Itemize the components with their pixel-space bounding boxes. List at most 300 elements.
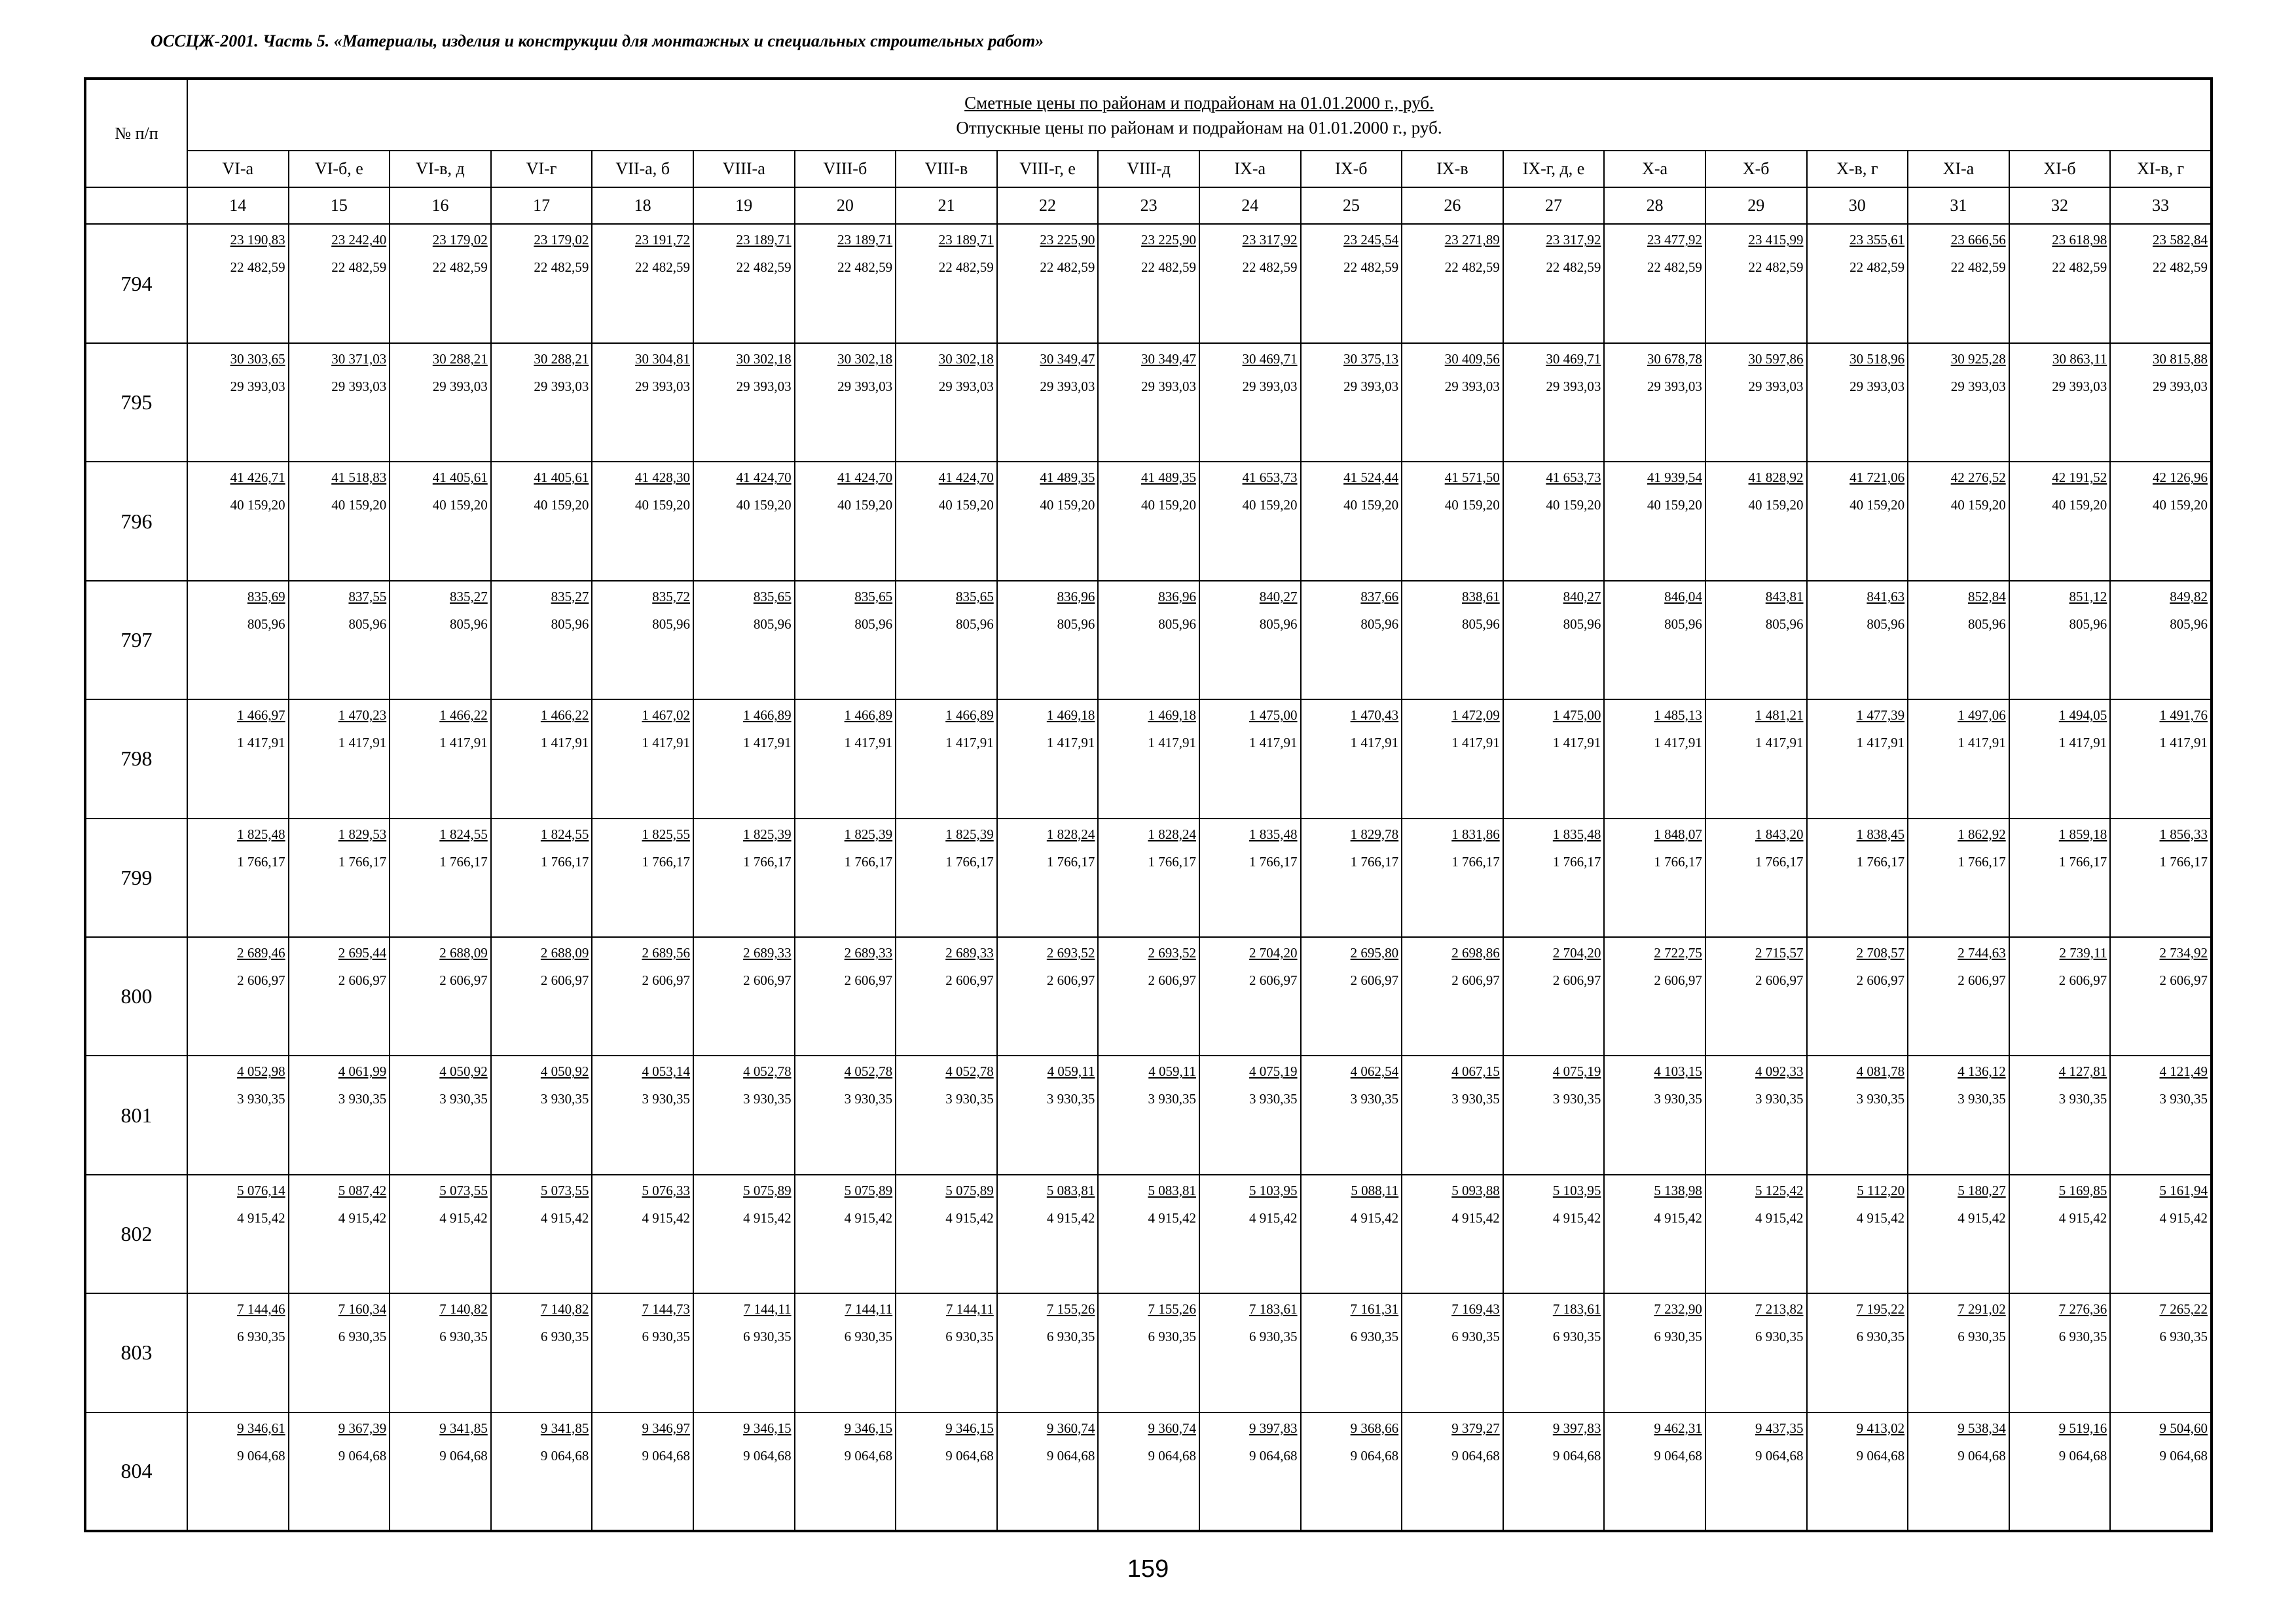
price-cell	[997, 1293, 1099, 1412]
price-cell	[1807, 1175, 1908, 1293]
price-cell	[896, 1175, 997, 1293]
release-price: 22 482,59	[938, 259, 994, 276]
price-cell	[1199, 343, 1301, 462]
estimate-price: 23 242,40	[331, 232, 387, 248]
price-cell	[1503, 581, 1605, 699]
estimate-price: 846,04	[1664, 588, 1702, 604]
release-price: 805,96	[652, 616, 690, 632]
release-price: 1 766,17	[1856, 853, 1905, 870]
price-cell	[491, 581, 592, 699]
estimate-price: 30 678,78	[1647, 350, 1702, 367]
price-cell	[289, 462, 390, 580]
price-cell	[1199, 937, 1301, 1056]
release-price: 40 159,20	[432, 497, 488, 513]
price-cell	[2009, 224, 2111, 342]
price-cell	[1098, 462, 1199, 580]
release-price: 6 930,35	[945, 1329, 994, 1345]
estimate-price: 2 688,09	[540, 944, 589, 961]
estimate-price: 41 524,44	[1343, 470, 1399, 486]
estimate-price: 1 475,00	[1249, 707, 1298, 724]
estimate-price: 1 828,24	[1148, 826, 1196, 842]
column-number-spacer	[85, 187, 187, 224]
release-price: 4 915,42	[338, 1209, 387, 1226]
price-cell	[1402, 937, 1503, 1056]
estimate-price: 837,66	[1360, 588, 1399, 604]
item-number: 804	[85, 1412, 187, 1531]
price-cell	[896, 699, 997, 818]
estimate-price: 30 925,28	[1950, 350, 2006, 367]
release-price: 22 482,59	[1647, 259, 1702, 276]
estimate-price: 1 825,39	[743, 826, 792, 842]
column-number: 25	[1301, 187, 1402, 224]
price-cell	[1908, 581, 2009, 699]
price-cell	[1604, 581, 1705, 699]
column-number: 21	[896, 187, 997, 224]
estimate-price: 42 276,52	[1950, 470, 2006, 486]
release-price: 9 064,68	[743, 1447, 792, 1464]
estimate-price: 1 831,86	[1451, 826, 1500, 842]
table-row	[85, 343, 2212, 462]
release-price: 3 930,35	[1451, 1091, 1500, 1107]
estimate-price: 4 059,11	[1148, 1063, 1196, 1080]
price-cell	[187, 581, 289, 699]
estimate-price: 7 144,73	[642, 1301, 690, 1318]
release-price: 1 417,91	[844, 735, 893, 751]
estimate-price: 42 191,52	[2052, 470, 2107, 486]
release-price: 805,96	[2069, 616, 2107, 632]
price-cell	[1604, 1293, 1705, 1412]
release-price: 1 766,17	[439, 853, 488, 870]
estimate-price: 1 466,89	[743, 707, 792, 724]
price-cell	[896, 581, 997, 699]
release-price: 29 393,03	[1242, 378, 1298, 394]
release-price: 29 393,03	[1040, 378, 1095, 394]
release-price: 1 766,17	[2058, 853, 2107, 870]
price-cell	[1402, 581, 1503, 699]
price-cell	[1503, 343, 1605, 462]
estimate-price: 5 112,20	[1857, 1182, 1905, 1198]
release-price: 4 915,42	[1958, 1209, 2006, 1226]
estimate-price: 1 466,89	[945, 707, 994, 724]
release-price: 3 930,35	[439, 1091, 488, 1107]
price-cell	[1402, 819, 1503, 937]
estimate-price: 2 704,20	[1249, 944, 1298, 961]
region-header: IX-в	[1402, 151, 1503, 187]
estimate-price: 1 470,43	[1350, 707, 1399, 724]
release-price: 805,96	[753, 616, 792, 632]
estimate-price: 835,27	[551, 588, 589, 604]
price-cell	[1604, 937, 1705, 1056]
release-price: 805,96	[450, 616, 488, 632]
estimate-price: 9 397,83	[1249, 1420, 1298, 1436]
price-cell	[2009, 819, 2111, 937]
price-cell	[289, 819, 390, 937]
price-cell	[896, 819, 997, 937]
price-cell	[1098, 1175, 1199, 1293]
release-price: 4 915,42	[1148, 1209, 1196, 1226]
release-price: 29 393,03	[1140, 378, 1196, 394]
region-header: X-в, г	[1807, 151, 1908, 187]
price-cell	[997, 819, 1099, 937]
price-cell	[2009, 581, 2111, 699]
estimate-price: 30 349,47	[1140, 350, 1196, 367]
price-cell	[896, 343, 997, 462]
price-cell	[1604, 1056, 1705, 1174]
price-cell	[795, 1412, 896, 1531]
release-price: 1 417,91	[439, 735, 488, 751]
price-cell	[1301, 1056, 1402, 1174]
release-price: 9 064,68	[1958, 1447, 2006, 1464]
release-price: 2 606,97	[1046, 972, 1095, 988]
release-price: 1 417,91	[1654, 735, 1702, 751]
price-cell	[2009, 1056, 2111, 1174]
estimate-price: 41 489,35	[1040, 470, 1095, 486]
estimate-price: 5 073,55	[540, 1182, 589, 1198]
release-price: 2 606,97	[1350, 972, 1399, 988]
release-price: 4 915,42	[945, 1209, 994, 1226]
item-number: 803	[85, 1293, 187, 1412]
release-price: 4 915,42	[844, 1209, 893, 1226]
release-price: 1 417,91	[1451, 735, 1500, 751]
item-number: 801	[85, 1056, 187, 1174]
estimate-price: 9 341,85	[540, 1420, 589, 1436]
estimate-price: 2 722,75	[1654, 944, 1702, 961]
region-header: VI-г	[491, 151, 592, 187]
release-price: 1 766,17	[1350, 853, 1399, 870]
release-price: 40 159,20	[1444, 497, 1500, 513]
price-cell	[1199, 1175, 1301, 1293]
release-price: 22 482,59	[534, 259, 589, 276]
release-price: 40 159,20	[736, 497, 792, 513]
price-cell	[693, 699, 795, 818]
estimate-price: 4 050,92	[540, 1063, 589, 1080]
release-price: 6 930,35	[1249, 1329, 1298, 1345]
release-price: 4 915,42	[439, 1209, 488, 1226]
estimate-price: 23 271,89	[1444, 232, 1500, 248]
release-price: 2 606,97	[945, 972, 994, 988]
release-price: 6 930,35	[1755, 1329, 1804, 1345]
release-price: 2 606,97	[1654, 972, 1702, 988]
estimate-price: 1 469,18	[1046, 707, 1095, 724]
estimate-price: 41 571,50	[1444, 470, 1500, 486]
price-cell	[896, 224, 997, 342]
release-price: 1 417,91	[2058, 735, 2107, 751]
price-cell	[997, 581, 1099, 699]
estimate-price: 30 518,96	[1850, 350, 1905, 367]
estimate-price: 41 518,83	[331, 470, 387, 486]
estimate-price: 41 424,70	[938, 470, 994, 486]
price-cell	[1807, 1412, 1908, 1531]
estimate-price: 23 189,71	[736, 232, 792, 248]
price-cell	[1402, 1175, 1503, 1293]
price-cell	[289, 343, 390, 462]
release-price: 805,96	[1461, 616, 1500, 632]
region-header: VIII-а	[693, 151, 795, 187]
estimate-price: 9 346,15	[743, 1420, 792, 1436]
estimate-price: 42 126,96	[2153, 470, 2208, 486]
price-cell	[1301, 699, 1402, 818]
estimate-price: 9 346,97	[642, 1420, 690, 1436]
price-cell	[1301, 462, 1402, 580]
release-price: 2 606,97	[439, 972, 488, 988]
estimate-price: 1 466,89	[844, 707, 893, 724]
release-price: 29 393,03	[1343, 378, 1399, 394]
release-price: 6 930,35	[439, 1329, 488, 1345]
estimate-price: 5 075,89	[743, 1182, 792, 1198]
estimate-price: 1 825,39	[844, 826, 893, 842]
price-cell	[1604, 462, 1705, 580]
release-price: 40 159,20	[230, 497, 285, 513]
release-price: 6 930,35	[2058, 1329, 2107, 1345]
release-price: 1 417,91	[1755, 735, 1804, 751]
price-cell	[1908, 343, 2009, 462]
estimate-price: 41 939,54	[1647, 470, 1702, 486]
price-cell	[1908, 937, 2009, 1056]
release-price: 22 482,59	[736, 259, 792, 276]
price-cell	[2110, 1056, 2212, 1174]
estimate-price: 4 052,78	[945, 1063, 994, 1080]
release-price: 1 417,91	[945, 735, 994, 751]
release-price: 2 606,97	[1755, 972, 1804, 988]
estimate-price: 7 276,36	[2058, 1301, 2107, 1318]
price-cell	[1705, 937, 1807, 1056]
release-price: 9 064,68	[1552, 1447, 1601, 1464]
release-price: 1 766,17	[1958, 853, 2006, 870]
region-header: XI-б	[2009, 151, 2111, 187]
estimate-price: 23 179,02	[432, 232, 488, 248]
price-cell	[2110, 699, 2212, 818]
price-cell	[1199, 699, 1301, 818]
estimate-price: 23 415,99	[1748, 232, 1804, 248]
estimate-price: 4 121,49	[2159, 1063, 2208, 1080]
release-price: 4 915,42	[540, 1209, 589, 1226]
release-price: 1 766,17	[1451, 853, 1500, 870]
price-cell	[1098, 343, 1199, 462]
price-cell	[592, 343, 693, 462]
price-cell	[2110, 224, 2212, 342]
estimate-price: 41 405,61	[534, 470, 589, 486]
price-cell	[592, 1412, 693, 1531]
release-price: 1 766,17	[1552, 853, 1601, 870]
release-price: 805,96	[1259, 616, 1298, 632]
release-price: 22 482,59	[230, 259, 285, 276]
price-cell	[1098, 1293, 1199, 1412]
column-number-row	[85, 187, 2212, 224]
release-price: 2 606,97	[743, 972, 792, 988]
release-price: 2 606,97	[1552, 972, 1601, 988]
price-cell	[1908, 224, 2009, 342]
price-cell	[592, 1293, 693, 1412]
release-price: 4 915,42	[642, 1209, 690, 1226]
release-price: 9 064,68	[2159, 1447, 2208, 1464]
price-cell	[795, 581, 896, 699]
estimate-price: 30 302,18	[736, 350, 792, 367]
estimate-price: 1 862,92	[1958, 826, 2006, 842]
table-row	[85, 1175, 2212, 1293]
price-cell	[795, 1293, 896, 1412]
item-number: 800	[85, 937, 187, 1056]
release-price: 4 915,42	[1249, 1209, 1298, 1226]
release-price: 805,96	[1158, 616, 1196, 632]
estimate-price: 1 472,09	[1451, 707, 1500, 724]
release-price: 1 766,17	[844, 853, 893, 870]
price-cell	[997, 1175, 1099, 1293]
table-row	[85, 819, 2212, 937]
release-price: 6 930,35	[1654, 1329, 1702, 1345]
estimate-price: 2 688,09	[439, 944, 488, 961]
price-cell	[1402, 462, 1503, 580]
price-cell	[896, 1412, 997, 1531]
price-cell	[592, 581, 693, 699]
estimate-price: 840,27	[1259, 588, 1298, 604]
column-number: 18	[592, 187, 693, 224]
release-price: 29 393,03	[1647, 378, 1702, 394]
price-cell	[1402, 1056, 1503, 1174]
price-cell	[592, 819, 693, 937]
price-cell	[491, 1056, 592, 1174]
estimate-price: 4 127,81	[2058, 1063, 2107, 1080]
release-price: 6 930,35	[1451, 1329, 1500, 1345]
estimate-price: 4 092,33	[1755, 1063, 1804, 1080]
estimate-price: 835,65	[854, 588, 893, 604]
price-cell	[1402, 1412, 1503, 1531]
estimate-price: 7 265,22	[2159, 1301, 2208, 1318]
release-price: 3 930,35	[642, 1091, 690, 1107]
price-cell	[1098, 224, 1199, 342]
estimate-price: 4 067,15	[1451, 1063, 1500, 1080]
estimate-price: 835,72	[652, 588, 690, 604]
release-price: 1 417,91	[1046, 735, 1095, 751]
item-number-header: № п/п	[85, 79, 187, 187]
estimate-price: 2 704,20	[1552, 944, 1601, 961]
estimate-price: 835,69	[247, 588, 285, 604]
estimate-price: 7 160,34	[338, 1301, 387, 1318]
price-cell	[289, 581, 390, 699]
table-row	[85, 1412, 2212, 1531]
estimate-price: 41 405,61	[432, 470, 488, 486]
price-cell	[1503, 937, 1605, 1056]
release-price: 805,96	[247, 616, 285, 632]
price-cell	[1604, 1412, 1705, 1531]
estimate-price: 7 291,02	[1958, 1301, 2006, 1318]
estimate-price: 30 371,03	[331, 350, 387, 367]
price-cell	[795, 699, 896, 818]
price-cell	[1705, 343, 1807, 462]
estimate-price: 1 475,00	[1552, 707, 1601, 724]
estimate-price: 1 848,07	[1654, 826, 1702, 842]
column-number: 27	[1503, 187, 1605, 224]
estimate-price: 9 367,39	[338, 1420, 387, 1436]
release-price: 6 930,35	[844, 1329, 893, 1345]
region-header: X-б	[1705, 151, 1807, 187]
estimate-price: 7 144,11	[743, 1301, 792, 1318]
release-price: 29 393,03	[230, 378, 285, 394]
estimate-price: 1 835,48	[1249, 826, 1298, 842]
price-cell	[1098, 1056, 1199, 1174]
release-price: 6 930,35	[1350, 1329, 1399, 1345]
estimate-price: 4 103,15	[1654, 1063, 1702, 1080]
price-cell	[1705, 224, 1807, 342]
region-header: IX-б	[1301, 151, 1402, 187]
estimate-price: 7 155,26	[1046, 1301, 1095, 1318]
estimate-price: 5 073,55	[439, 1182, 488, 1198]
region-header: VI-в, д	[390, 151, 491, 187]
estimate-price: 23 189,71	[837, 232, 893, 248]
release-price: 4 915,42	[1856, 1209, 1905, 1226]
estimate-price: 30 302,18	[938, 350, 994, 367]
release-price: 805,96	[1867, 616, 1905, 632]
release-price: 1 766,17	[945, 853, 994, 870]
release-price: 9 064,68	[1350, 1447, 1399, 1464]
price-cell	[491, 1293, 592, 1412]
estimate-price: 7 155,26	[1148, 1301, 1196, 1318]
price-cell	[693, 1293, 795, 1412]
release-price: 40 159,20	[534, 497, 589, 513]
price-cell	[997, 699, 1099, 818]
price-cell	[1301, 224, 1402, 342]
release-price: 4 915,42	[237, 1209, 285, 1226]
release-prices-title: Отпускные цены по районам и подрайонам на 01.01.2000 г., руб.	[956, 117, 1442, 138]
estimate-price: 843,81	[1765, 588, 1804, 604]
release-price: 1 417,91	[1249, 735, 1298, 751]
price-cell	[997, 1412, 1099, 1531]
column-number: 28	[1604, 187, 1705, 224]
estimate-price: 2 689,33	[743, 944, 792, 961]
release-price: 22 482,59	[2153, 259, 2208, 276]
price-cell	[1301, 1175, 1402, 1293]
price-cell	[1402, 699, 1503, 818]
release-price: 29 393,03	[331, 378, 387, 394]
release-price: 805,96	[551, 616, 589, 632]
release-price: 4 915,42	[1552, 1209, 1601, 1226]
release-price: 6 930,35	[338, 1329, 387, 1345]
column-number: 24	[1199, 187, 1301, 224]
estimate-prices-title: Сметные цены по районам и подрайонам на 01.01.2000 г., руб.	[964, 92, 1434, 113]
release-price: 805,96	[1563, 616, 1601, 632]
estimate-price: 836,96	[1057, 588, 1095, 604]
price-cell	[491, 1175, 592, 1293]
estimate-price: 23 245,54	[1343, 232, 1399, 248]
estimate-price: 4 053,14	[642, 1063, 690, 1080]
price-cell	[289, 224, 390, 342]
release-price: 1 417,91	[1350, 735, 1399, 751]
price-cell	[1503, 1175, 1605, 1293]
release-price: 805,96	[1057, 616, 1095, 632]
estimate-price: 41 426,71	[230, 470, 285, 486]
price-cell	[491, 462, 592, 580]
release-price: 29 393,03	[432, 378, 488, 394]
release-price: 3 930,35	[338, 1091, 387, 1107]
price-cell	[390, 224, 491, 342]
release-price: 40 159,20	[2153, 497, 2208, 513]
price-cell	[592, 937, 693, 1056]
estimate-price: 7 183,61	[1249, 1301, 1298, 1318]
price-cell	[187, 1293, 289, 1412]
release-price: 1 766,17	[743, 853, 792, 870]
price-cell	[1098, 1412, 1199, 1531]
price-cell	[997, 343, 1099, 462]
price-cell	[1503, 1056, 1605, 1174]
estimate-price: 23 225,90	[1140, 232, 1196, 248]
release-price: 4 915,42	[1755, 1209, 1804, 1226]
item-number: 802	[85, 1175, 187, 1293]
price-cell	[187, 819, 289, 937]
release-price: 4 915,42	[1654, 1209, 1702, 1226]
column-number: 30	[1807, 187, 1908, 224]
estimate-price: 1 829,53	[338, 826, 387, 842]
price-cell	[1908, 1175, 2009, 1293]
release-price: 29 393,03	[736, 378, 792, 394]
